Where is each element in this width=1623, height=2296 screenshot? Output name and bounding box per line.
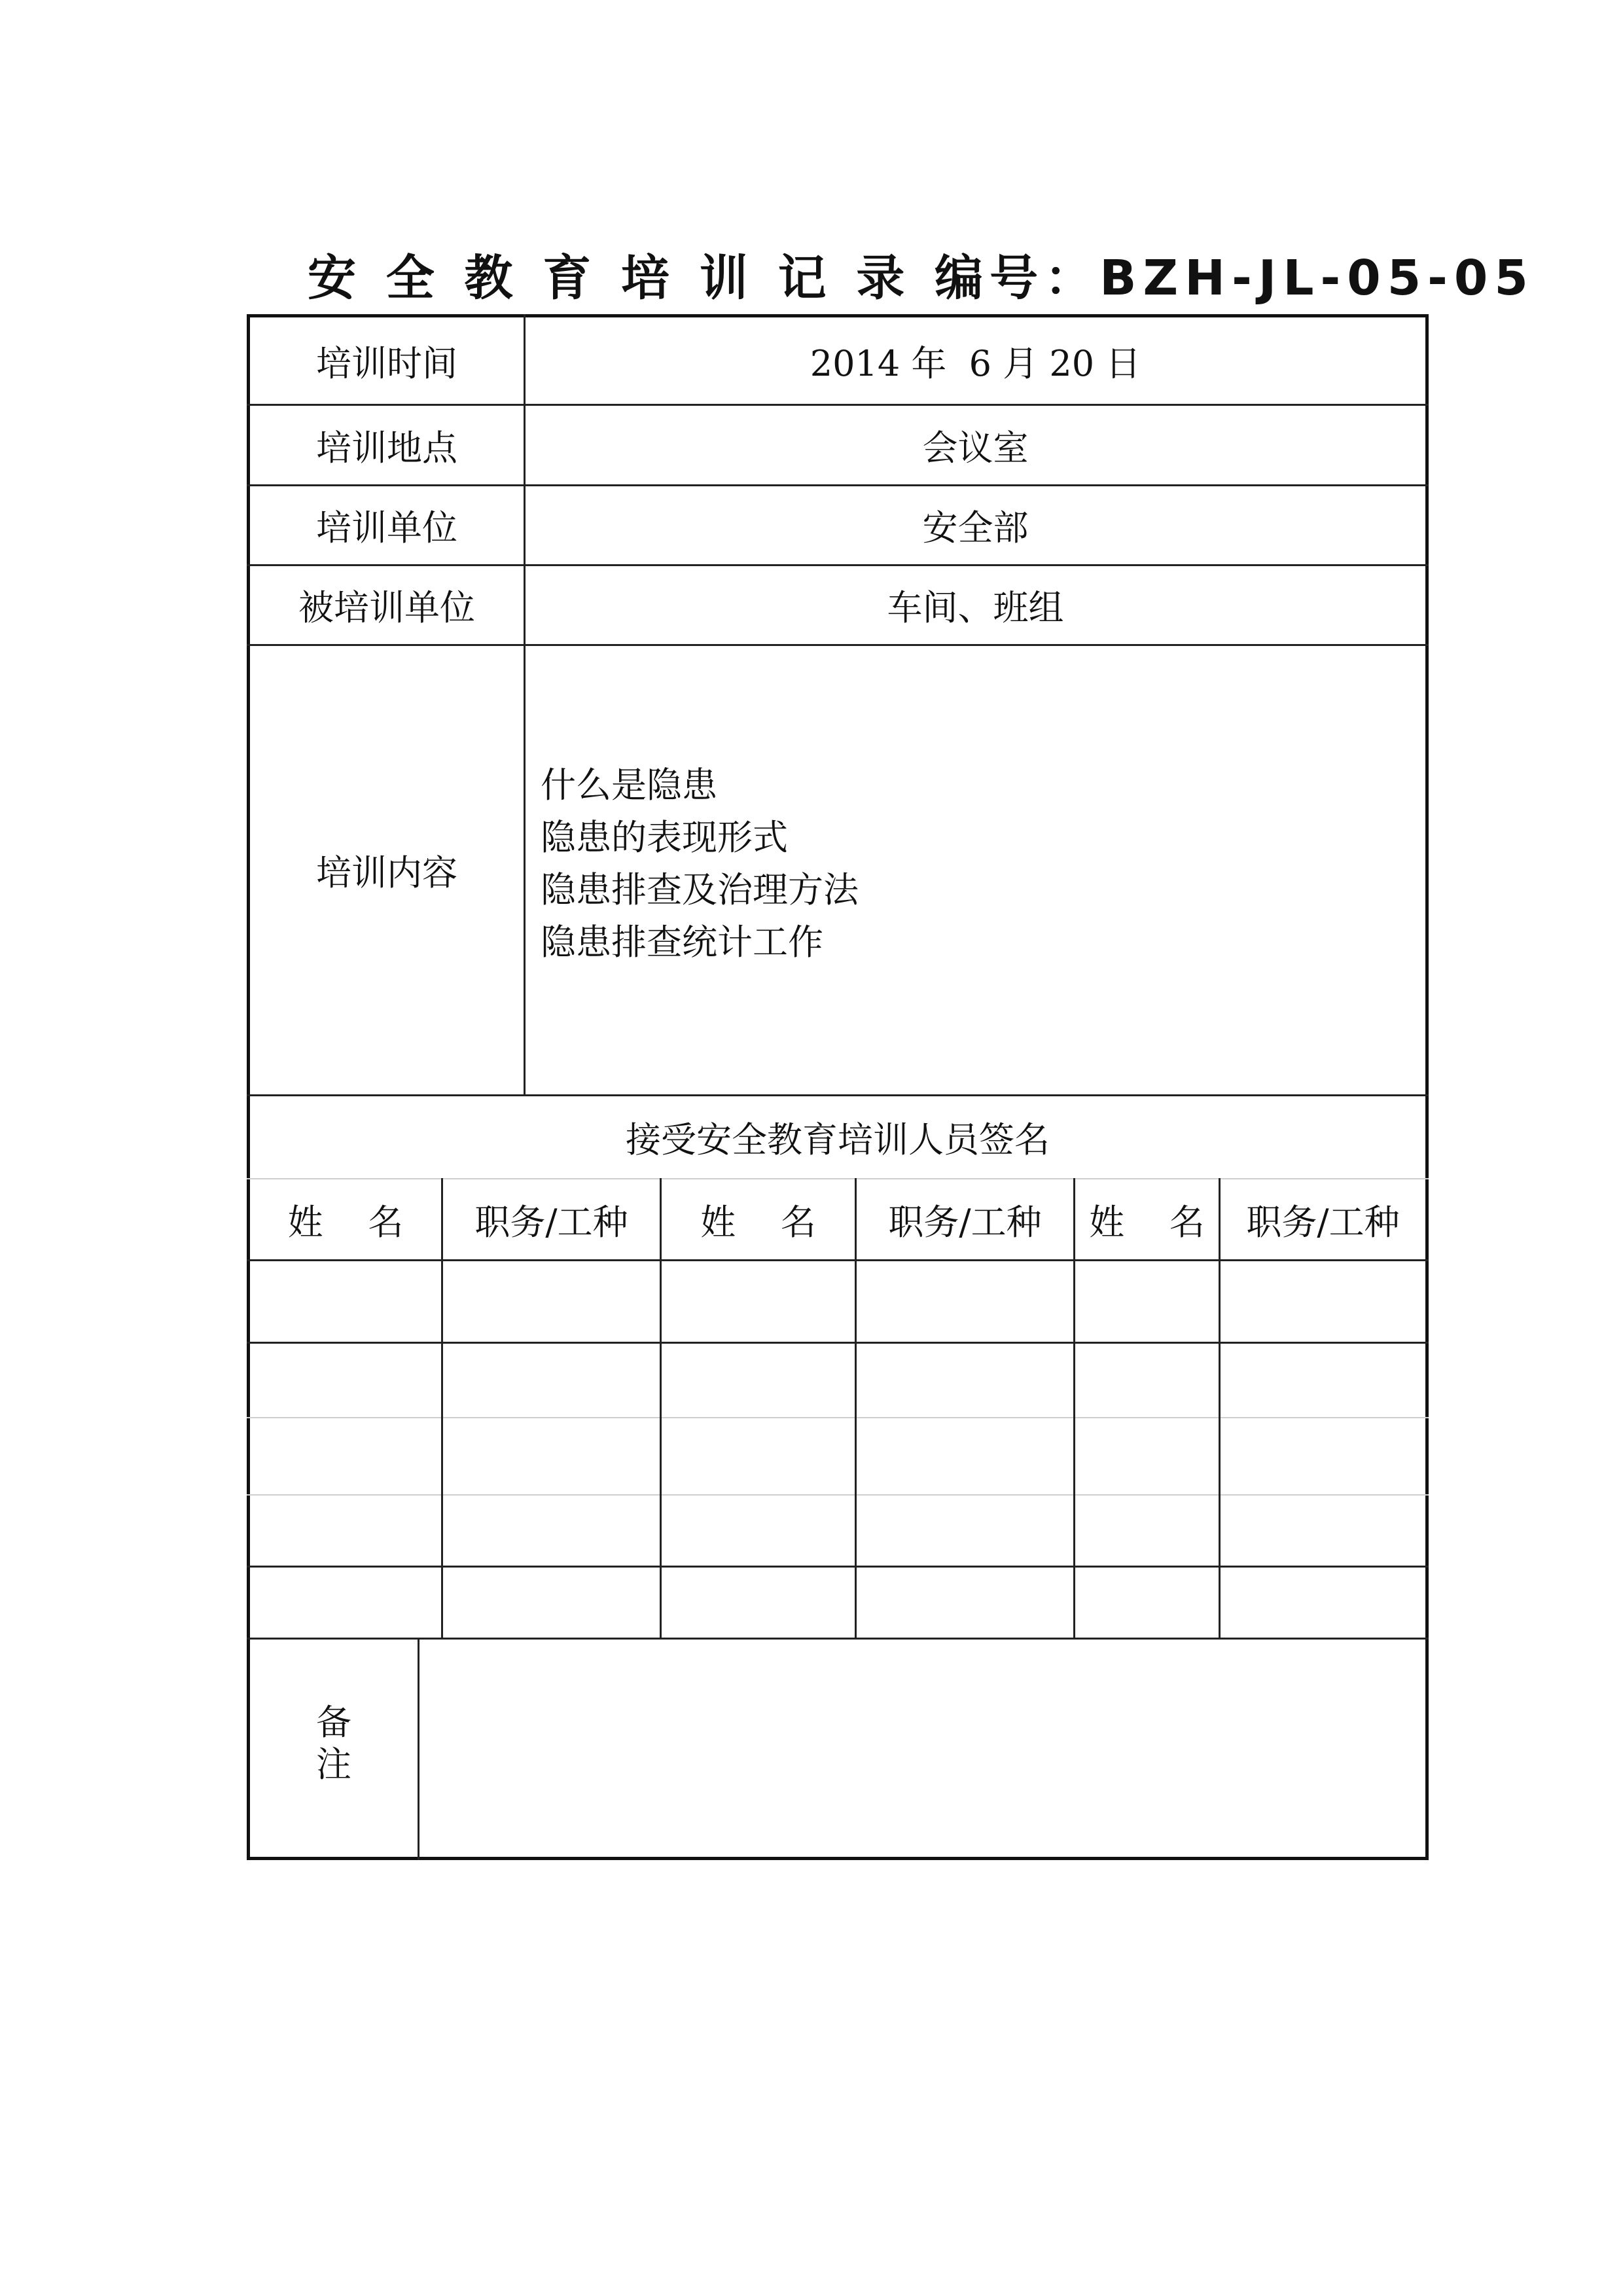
row-divider [247, 1566, 1429, 1568]
training-unit-value: 安全部 [922, 507, 1029, 548]
column-header-name: 姓 名 [287, 1202, 404, 1243]
document-title: 安 全 教 育 培 训 记 录 编号：BZH-JL-05-05 [308, 250, 1535, 306]
row-divider [247, 1417, 1429, 1418]
training-time-value: 2014 年 6 月 20 日 [810, 342, 1141, 384]
remark-char: 备 [316, 1702, 351, 1743]
content-item: 隐患排查统计工作 [541, 922, 823, 963]
training-content-list [541, 759, 1391, 969]
row-divider [247, 1638, 1429, 1640]
training-time-label: 培训时间 [316, 342, 457, 384]
trainee-unit-value: 车间、班组 [887, 587, 1064, 628]
training-content-label: 培训内容 [316, 852, 457, 893]
column-header-name: 姓 名 [1089, 1202, 1205, 1243]
column-header-position: 职务/工种 [888, 1202, 1042, 1243]
row-divider [247, 1342, 1429, 1344]
content-item: 什么是隐患 [541, 764, 717, 806]
column-divider [418, 1638, 419, 1860]
training-location-label: 培训地点 [316, 427, 457, 469]
trainee-unit-label: 被培训单位 [298, 587, 475, 628]
training-unit-label: 培训单位 [316, 507, 457, 548]
column-header-position: 职务/工种 [1246, 1202, 1400, 1243]
column-header-name: 姓 名 [700, 1202, 816, 1243]
column-header-position: 职务/工种 [474, 1202, 628, 1243]
training-location-value: 会议室 [922, 427, 1029, 469]
content-item: 隐患排查及治理方法 [541, 869, 859, 910]
remark-char: 注 [316, 1744, 351, 1785]
row-divider [247, 1494, 1429, 1496]
row-divider [247, 1178, 1429, 1179]
content-item: 隐患的表现形式 [541, 817, 788, 858]
remark-label [255, 1702, 412, 1785]
signature-heading: 接受安全教育培训人员签名 [626, 1119, 1050, 1160]
row-divider [247, 1259, 1429, 1261]
